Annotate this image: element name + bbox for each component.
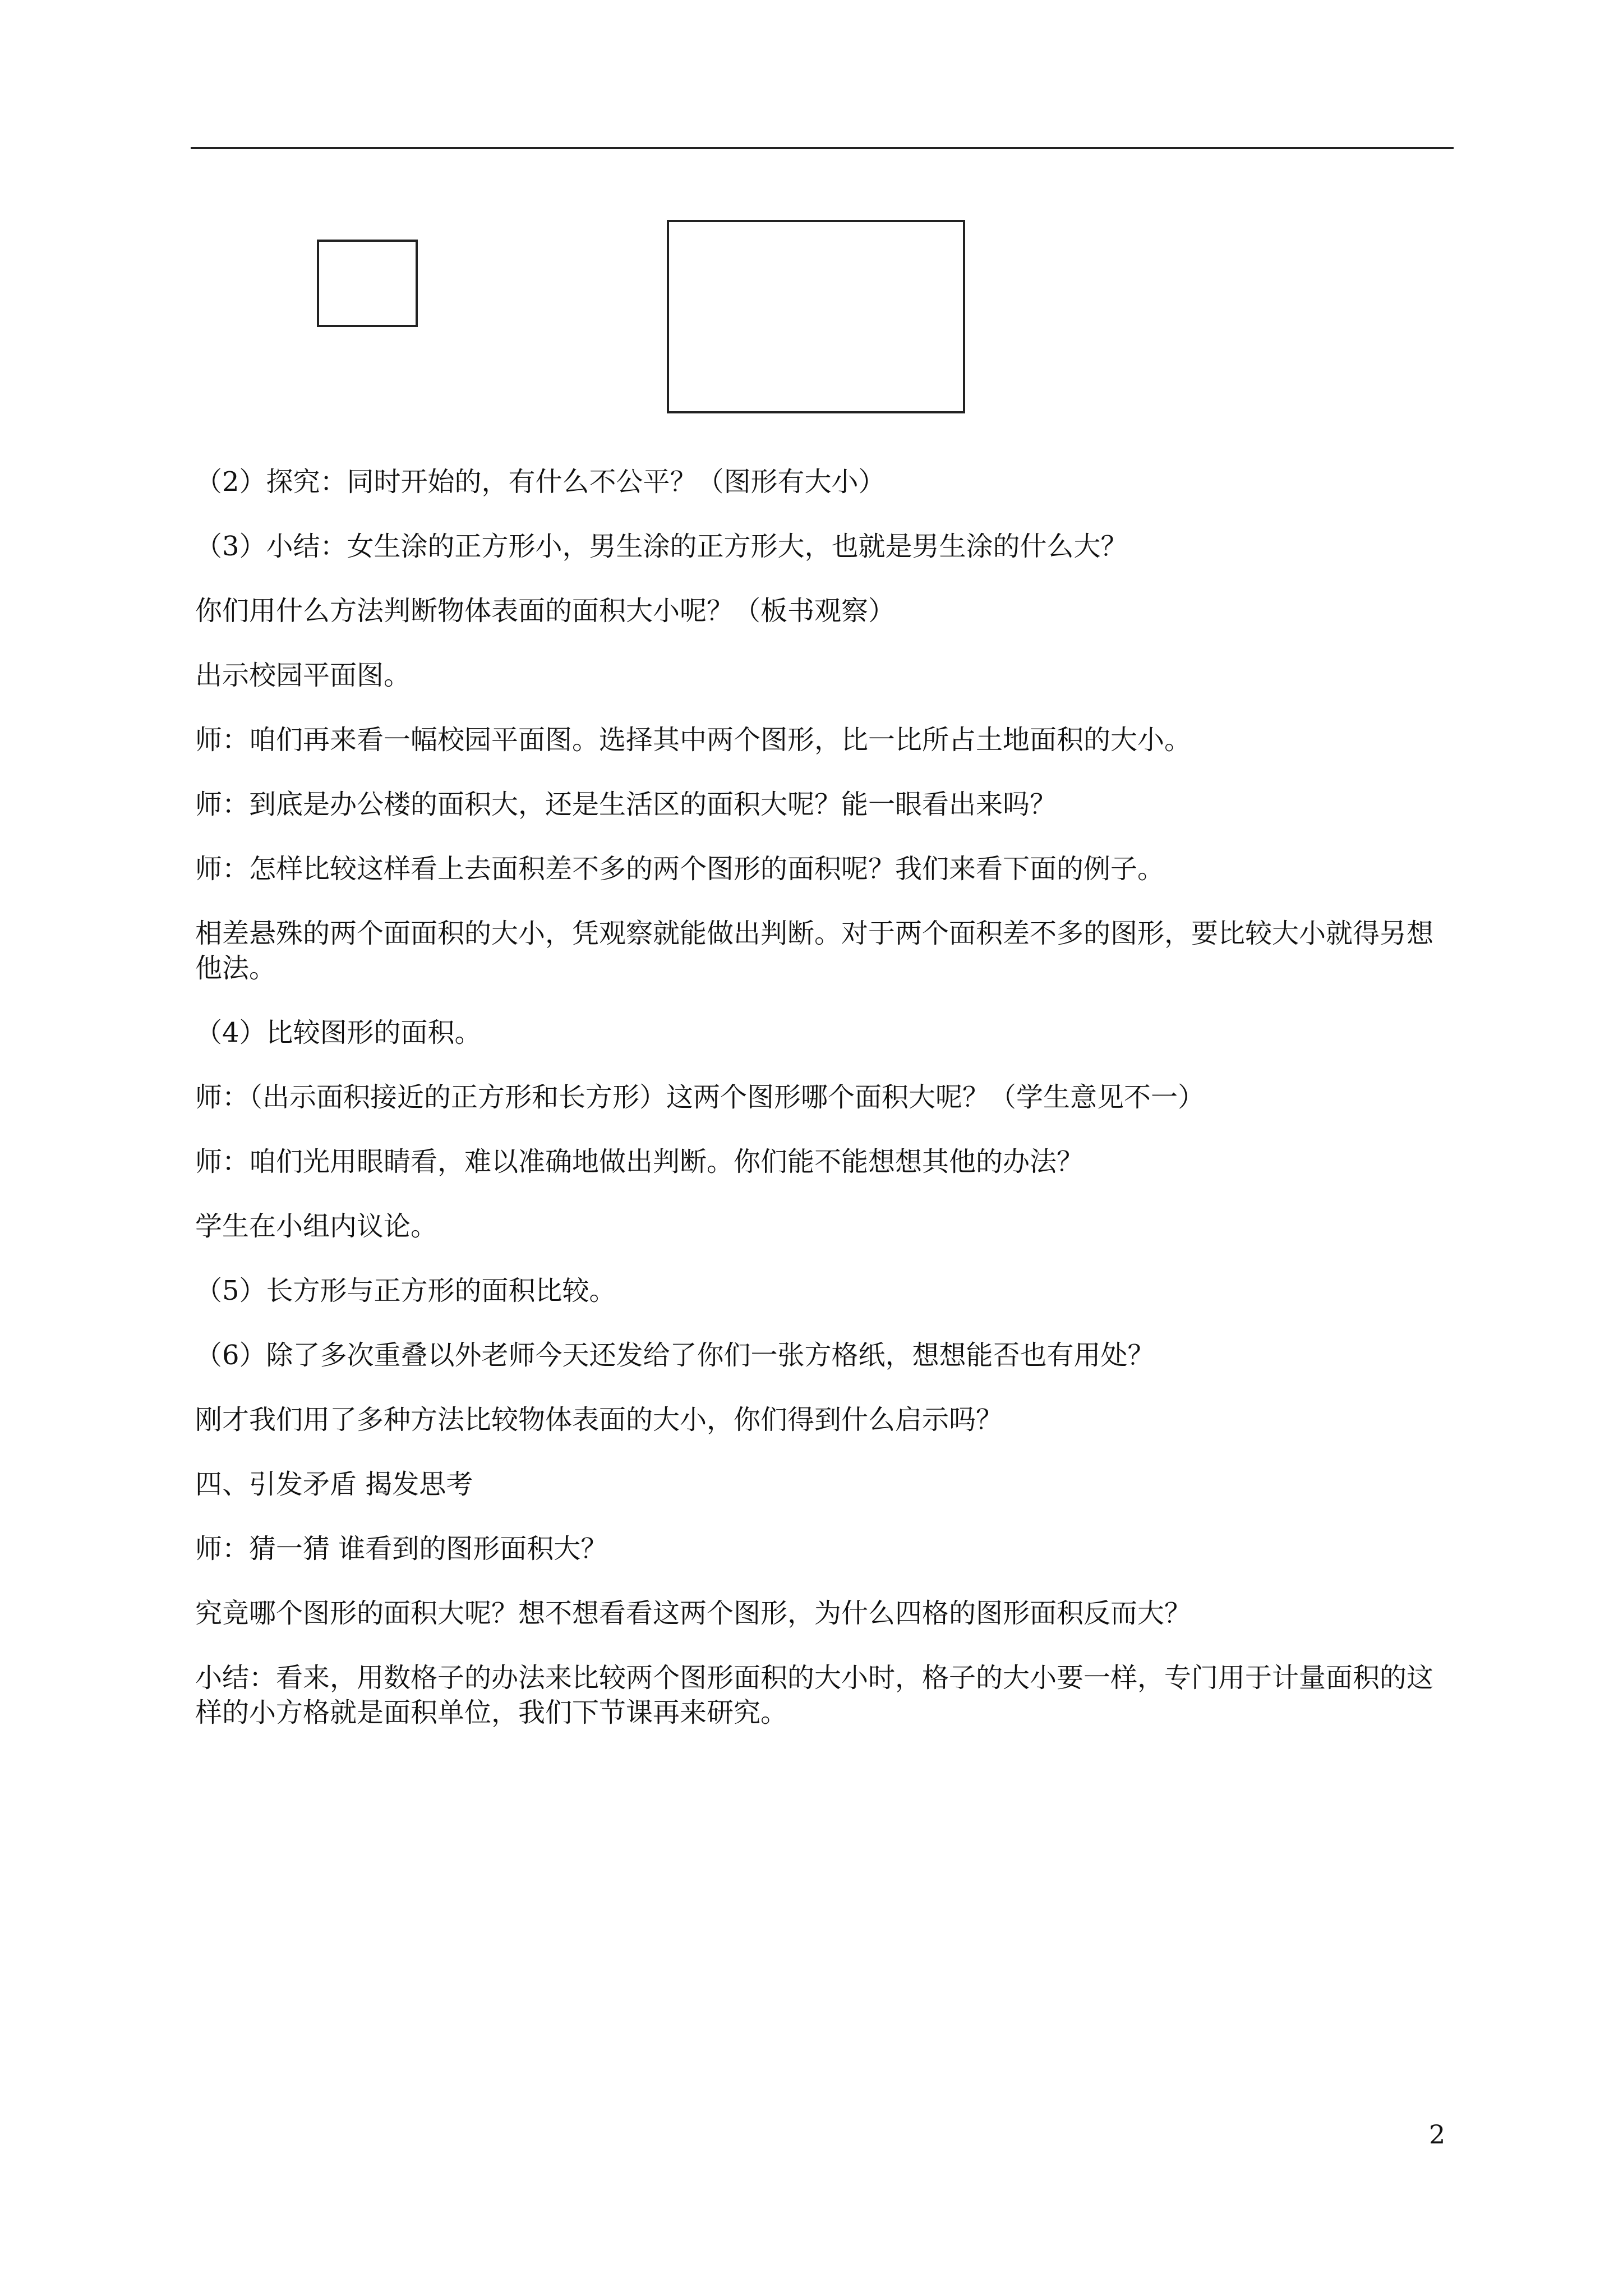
paragraph: （3）小结：女生涂的正方形小，男生涂的正方形大，也就是男生涂的什么大？: [195, 531, 1128, 562]
paragraph: （6）除了多次重叠以外老师今天还发给了你们一张方格纸，想想能否也有用处？: [195, 1340, 1155, 1371]
large-rectangle-figure: [667, 220, 965, 413]
paragraph: 师：咱们光用眼睛看，难以准确地做出判断。你们能不能想想其他的办法？: [195, 1146, 1084, 1177]
page-number: 2: [1429, 2119, 1446, 2150]
paragraph: 出示校园平面图。: [195, 660, 411, 691]
paragraph: 你们用什么方法判断物体表面的面积大小呢？（板书观察）: [195, 595, 896, 627]
paragraph: 师：（出示面积接近的正方形和长方形）这两个图形哪个面积大呢？（学生意见不一）: [195, 1082, 1205, 1113]
paragraph: （5）长方形与正方形的面积比较。: [195, 1275, 616, 1306]
paragraph: 师：怎样比较这样看上去面积差不多的两个图形的面积呢？我们来看下面的例子。: [195, 853, 1165, 885]
paragraph: 究竟哪个图形的面积大呢？想不想看看这两个图形，为什么四格的图形面积反而大？: [195, 1598, 1192, 1629]
paragraph: （4）比较图形的面积。: [195, 1017, 482, 1048]
paragraph: 师：到底是办公楼的面积大，还是生活区的面积大呢？能一眼看出来吗？: [195, 789, 1057, 820]
small-square-figure: [317, 240, 418, 327]
section-heading: 四、引发矛盾 揭发思考: [195, 1469, 473, 1500]
paragraph: 师：猜一猜 谁看到的图形面积大？: [195, 1533, 608, 1565]
paragraph: （2）探究：同时开始的，有什么不公平？（图形有大小）: [195, 466, 886, 498]
paragraph: 相差悬殊的两个面面积的大小，凭观察就能做出判断。对于两个面积差不多的图形，要比较大小就得另想他法。: [195, 918, 1434, 984]
paragraph: 刚才我们用了多种方法比较物体表面的大小，你们得到什么启示吗？: [195, 1404, 1003, 1435]
lesson-text: [195, 464, 1454, 1760]
paragraph: 师：咱们再来看一幅校园平面图。选择其中两个图形，比一比所占土地面积的大小。: [195, 724, 1192, 756]
paragraph: 学生在小组内议论。: [195, 1211, 438, 1242]
header-rule: [191, 147, 1454, 149]
paragraph: 小结：看来，用数格子的办法来比较两个图形面积的大小时，格子的大小要一样，专门用于计量面积的这样的小方格就是面积单位，我们下节课再来研究。: [195, 1662, 1434, 1728]
